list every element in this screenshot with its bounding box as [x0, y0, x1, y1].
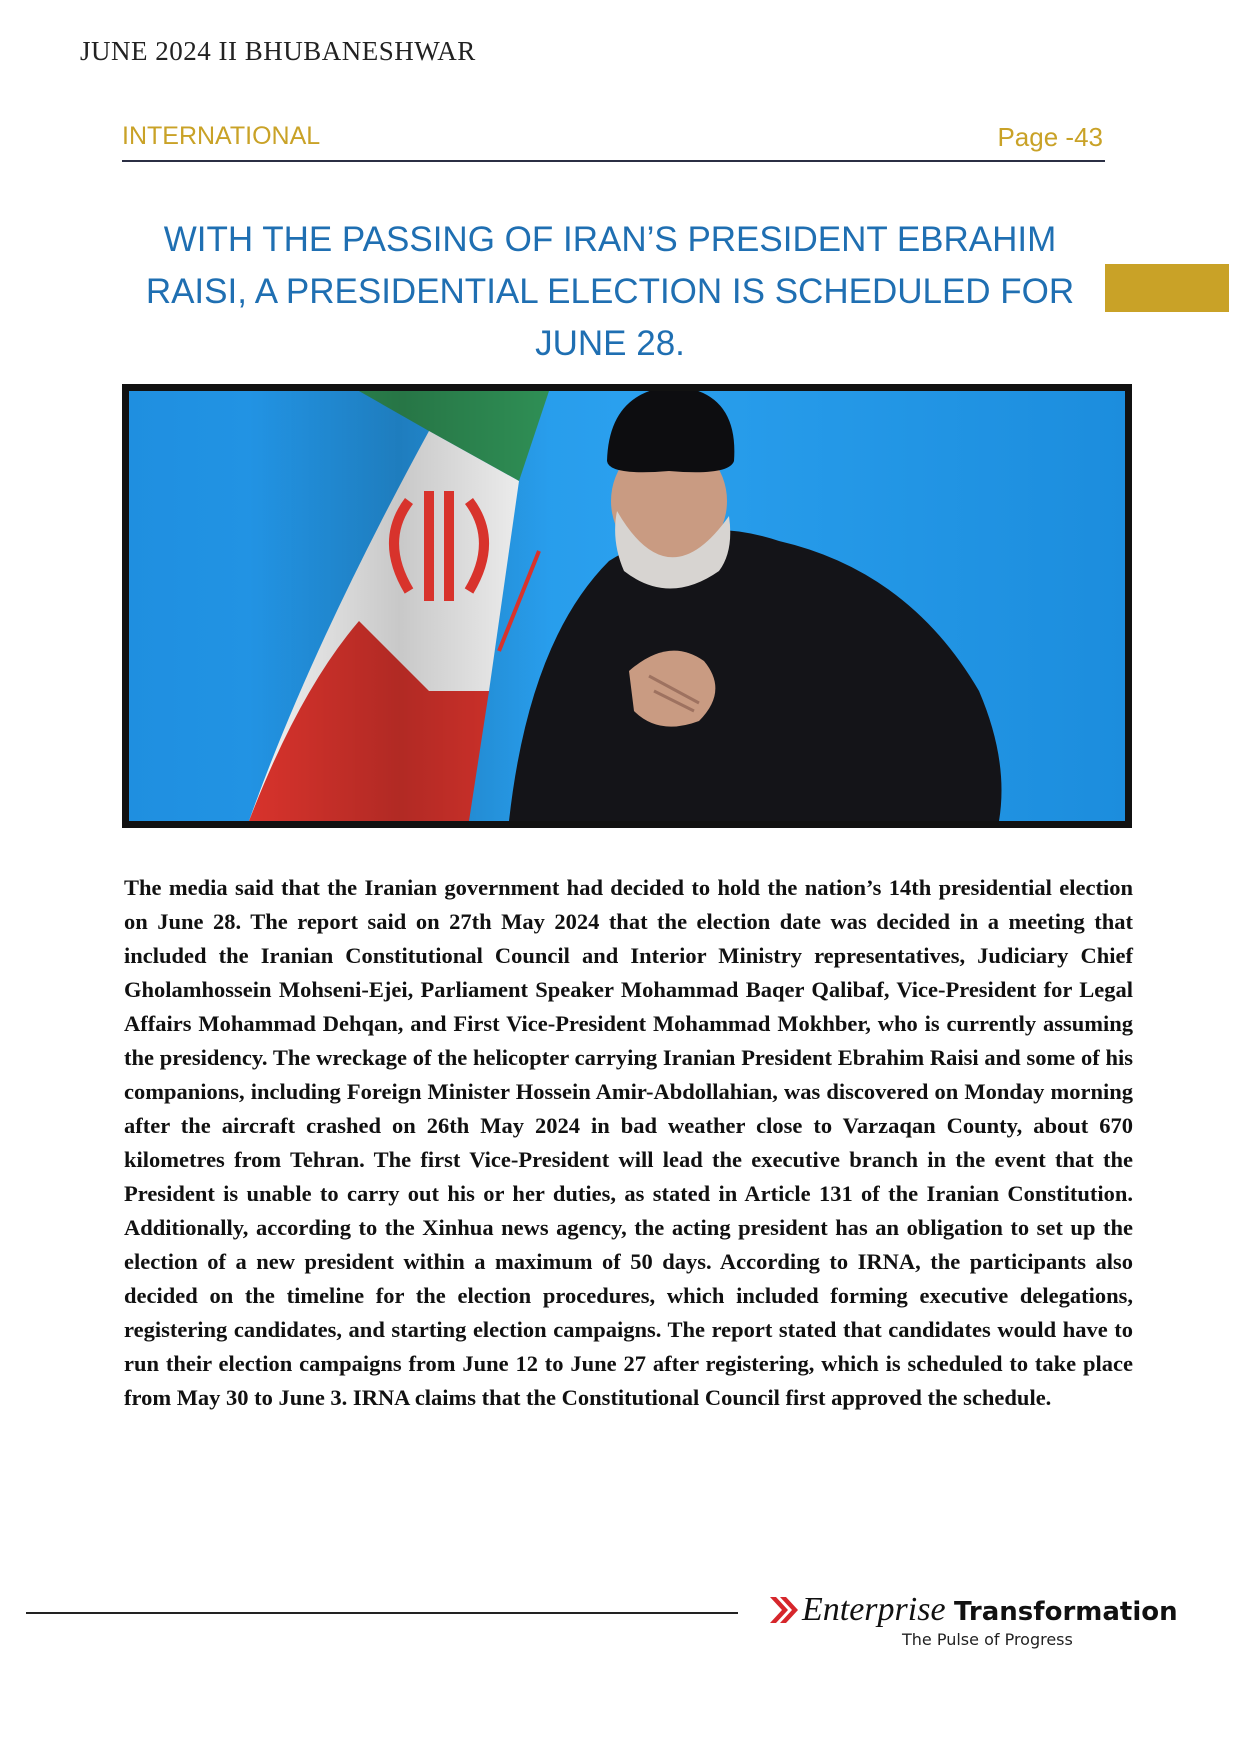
gold-side-tab	[1105, 264, 1229, 312]
brand-logo	[768, 1590, 1208, 1650]
footer-divider	[26, 1612, 738, 1614]
brand-name-second: Transformation	[954, 1597, 1178, 1627]
article-body: The media said that the Iranian government had decided to hold the nation’s 14th presidential election on June 28. The report said on 27th May 2024 that the election date was decided in a meeting that included the Iranian Constitutional Council and Interior Ministry representatives, Judiciary Chief Gholamhossein Mohseni-Ejei, Parliament Speaker Mohammad Baqer Qalibaf, Vice-President for Legal Affairs Mohammad Dehqan, and First Vice-President Mohammad Mokhber, who is currently assuming the presidency. The wreckage of the helicopter carrying Iranian President Ebrahim Raisi and some of his companions, including Foreign Minister Hossein Amir-Abdollahian, was discovered on Monday morning after the aircraft crashed on 26th May 2024 in bad weather close to Varzaqan County, about 670 kilometres from Tehran. The first Vice-President will lead the executive branch in the event that the President is unable to carry out his or her duties, as stated in Article 131 of the Iranian Constitution. Additionally, according to the Xinhua news agency, the acting president has an obligation to set up the election of a new president within a maximum of 50 days. According to IRNA, the participants also decided on the timeline for the election procedures, which included forming executive delegations, registering candidates, and starting election campaigns. The report stated that candidates would have to run their election campaigns from June 12 to June 27 after registering, which is scheduled to take place from May 30 to June 3. IRNA claims that the Constitutional Council first approved the schedule.	[124, 875, 1133, 1410]
section-header	[122, 122, 1105, 162]
brand-name-first: Enterprise	[802, 1591, 946, 1628]
dateline: JUNE 2024 II BHUBANESHWAR	[80, 36, 476, 66]
photo-illustration	[129, 391, 1125, 821]
brand-tagline: The Pulse of Progress	[902, 1630, 1073, 1649]
article-photo	[122, 384, 1132, 828]
section-label: INTERNATIONAL	[122, 122, 321, 150]
article-headline: WITH THE PASSING OF IRAN’S PRESIDENT EBRAHIM RAISI, A PRESIDENTIAL ELECTION IS SCHEDULED FOR JUNE 28.	[145, 220, 1075, 363]
page-number: Page -43	[997, 122, 1103, 152]
double-chevron-logo-icon	[768, 1594, 798, 1626]
brand-name	[802, 1590, 1178, 1632]
